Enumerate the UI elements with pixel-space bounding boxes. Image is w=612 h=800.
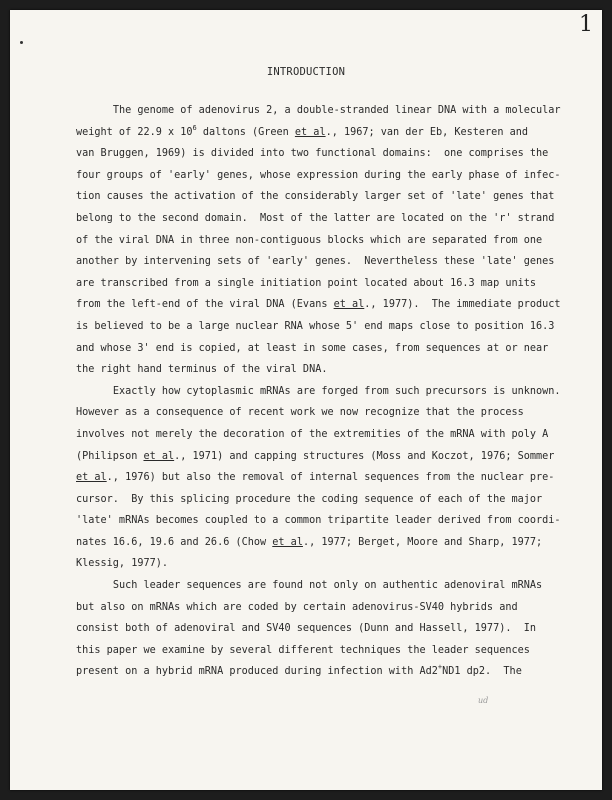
text-line: weight of 22.9 x $10^6$ daltons (Green et al., 1967; van der Eb, Kesteren and <box>76 123 528 138</box>
section-heading: INTRODUCTION <box>266 66 346 78</box>
text-line: The genome of adenovirus 2, a double-stranded linear DNA with a molecular <box>112 105 561 116</box>
text-line: this paper we examine by several different techniques the leader sequences <box>76 644 530 656</box>
text-line: but also on mRNAs which are coded by certain adenovirus-SV40 hybrids and <box>76 601 518 613</box>
text-line: van Bruggen, 1969) is divided into two functional domains: one comprises the <box>76 148 549 160</box>
text-line: tion causes the activation of the considerably larger set of 'late' genes that <box>76 191 555 203</box>
text-line: Such leader sequences are found not only on authentic adenoviral mRNAs <box>112 580 543 592</box>
text-line: and whose 3' end is copied, at least in some cases, from sequences at or near <box>76 342 549 354</box>
text-line: consist both of adenoviral and SV40 sequences (Dunn and Hassell, 1977). In <box>76 623 537 635</box>
page-number: 1 <box>579 12 593 37</box>
text-line: present on a hybrid mRNA produced during infection with Ad2+ND1 dp2. The <box>76 663 522 678</box>
body-text <box>76 100 561 683</box>
text-line: from the left-end of the viral DNA (Evans et al., 1977). The immediate product <box>76 299 561 311</box>
text-line: is believed to be a large nuclear RNA whose 5' end maps close to position 16.3 <box>76 320 555 332</box>
text-line: of the viral DNA in three non-contiguous blocks which are separated from one <box>76 234 543 246</box>
text-line: Klessig, 1977). <box>76 558 169 570</box>
text-line: Exactly how cytoplasmic mRNAs are forged from such precursors is unknown. <box>112 385 561 397</box>
text-line: However as a consequence of recent work we now recognize that the process <box>76 407 524 419</box>
text-line: involves not merely the decoration of the extremities of the mRNA with poly A <box>76 428 549 440</box>
text-line: 'late' mRNAs becomes coupled to a common tripartite leader derived from coordi- <box>76 515 561 527</box>
document-page <box>10 10 602 790</box>
text-line: belong to the second domain. Most of the latter are located on the 'r' strand <box>76 212 555 224</box>
pencil-note: ud <box>478 696 489 705</box>
text-line: et al., 1976) but also the removal of internal sequences from the nuclear pre- <box>76 472 555 484</box>
margin-dot <box>20 41 23 44</box>
text-line: the right hand terminus of the viral DNA. <box>76 364 328 376</box>
text-line: nates 16.6, 19.6 and 26.6 (Chow et al., 1977; Berget, Moore and Sharp, 1977; <box>76 536 543 548</box>
text-line: (Philipson et al., 1971) and capping structures (Moss and Koczot, 1976; Sommer <box>76 450 555 462</box>
text-line: are transcribed from a single initiation point located about 16.3 map units <box>76 277 537 289</box>
text-line: cursor. By this splicing procedure the coding sequence of each of the major <box>76 493 543 505</box>
text-line: four groups of 'early' genes, whose expression during the early phase of infec- <box>76 169 561 181</box>
text-line: another by intervening sets of 'early' genes. Nevertheless these 'late' genes <box>76 256 555 268</box>
